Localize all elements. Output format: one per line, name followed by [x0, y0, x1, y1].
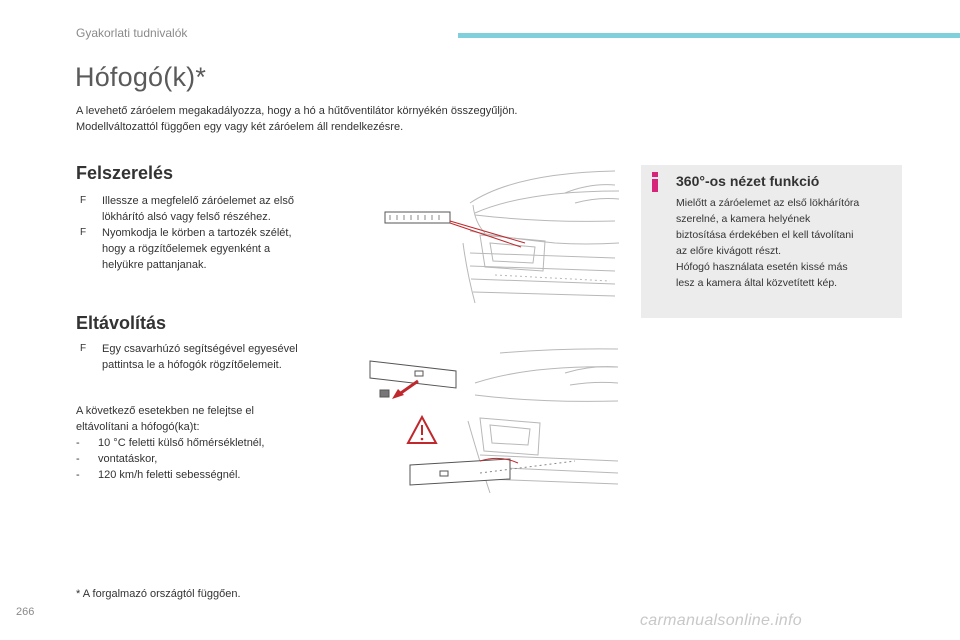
list-item-line: Egy csavarhúzó segítségével egyesével — [102, 343, 298, 355]
list-item-line: Illessze a megfelelő záróelemet az első — [102, 195, 294, 207]
bullet-mark: F — [80, 227, 87, 238]
list-item-line: pattintsa le a hófogók rögzítőelemeit. — [102, 359, 282, 371]
info-line: lesz a kamera által közvetített kép. — [676, 277, 838, 289]
eltavolitas-title: Eltávolítás — [76, 313, 167, 333]
list-item-line: lökhárító alsó vagy felső részéhez. — [102, 211, 271, 223]
intro-line: A levehető záróelem megakadályozza, hogy a hó a hűtőventilátor környékén összegyűljön. — [76, 105, 518, 117]
installation-illustration — [375, 163, 625, 308]
header-accent-bar — [458, 33, 960, 38]
snow-shield-part — [410, 459, 510, 485]
dash-mark: - — [76, 437, 80, 449]
eltavolitas-list — [80, 341, 330, 373]
felszereles-title: Felszerelés — [76, 163, 174, 183]
page-title: Hófogó(k)* — [75, 62, 207, 92]
info-icon — [648, 172, 662, 192]
list-item-text: 120 km/h feletti sebességnél. — [98, 469, 241, 481]
info-line: biztosítása érdekében el kell távolítani — [676, 229, 854, 241]
info-line: szerelné, a kamera helyének — [676, 213, 811, 225]
guide-line — [450, 223, 521, 247]
list-item — [80, 225, 330, 273]
removal-illustration — [360, 343, 625, 503]
clip-part — [380, 390, 389, 397]
footnote: * A forgalmazó országtól függően. — [76, 588, 241, 600]
list-item — [76, 451, 316, 467]
bullet-mark: F — [80, 195, 87, 206]
removal-conditions — [76, 403, 316, 483]
info-line: Hófogó használata esetén kissé más — [676, 261, 848, 273]
guide-line — [450, 221, 525, 243]
intro-line: Modellváltozattól függően egy vagy két záróelem áll rendelkezésre. — [76, 121, 404, 133]
felszereles-list — [80, 193, 330, 273]
info-box-title: 360°-os nézet funkció — [676, 173, 820, 189]
info-box-text — [676, 195, 896, 291]
notes-lead-line: eltávolítani a hófogó(ka)t: — [76, 421, 200, 433]
info-line: az előre kivágott részt. — [676, 245, 782, 257]
section-header-label: Gyakorlati tudnivalók — [76, 26, 188, 40]
list-item-line: helyükre pattanjanak. — [102, 259, 207, 271]
list-item-line: Nyomkodja le körben a tartozék szélét, — [102, 227, 292, 239]
bullet-mark: F — [80, 343, 87, 354]
list-item-text: 10 °C feletti külső hőmérsékletnél, — [98, 437, 265, 449]
dash-mark: - — [76, 453, 80, 465]
page-number: 266 — [16, 606, 35, 618]
watermark: carmanualsonline.info — [640, 612, 802, 629]
intro-text — [76, 103, 636, 135]
list-item — [80, 193, 330, 225]
notes-lead-line: A következő esetekben ne felejtse el — [76, 405, 254, 417]
list-item — [76, 435, 316, 451]
list-item-line: hogy a rögzítőelemek egyenként a — [102, 243, 271, 255]
dash-mark: - — [76, 469, 80, 481]
list-item — [80, 341, 330, 373]
info-line: Mielőtt a záróelemet az első lökhárítóra — [676, 197, 860, 209]
list-item-text: vontatáskor, — [98, 453, 158, 465]
list-item — [76, 467, 316, 483]
